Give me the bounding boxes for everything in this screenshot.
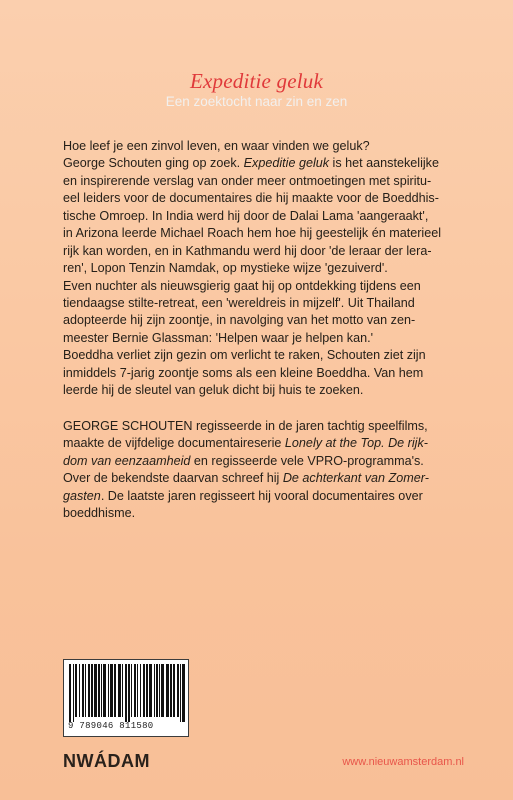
barcode-bar bbox=[159, 664, 160, 717]
barcode-bar bbox=[125, 664, 127, 722]
barcode-bar bbox=[69, 664, 71, 722]
barcode-bar bbox=[166, 664, 169, 717]
barcode-bar bbox=[82, 664, 84, 717]
blurb-line: Boeddha verliet zijn gezin om verlicht te raken, Schouten ziet zijn bbox=[63, 348, 426, 363]
author-bio-paragraph bbox=[63, 418, 463, 523]
barcode-bar bbox=[110, 664, 113, 717]
blurb-line: meester Bernie Glassman: 'Helpen waar je helpen kan.' bbox=[63, 330, 374, 345]
blurb-line: tische Omroep. In India werd hij door de Dalai Lama 'aangeraakt', bbox=[63, 208, 429, 223]
barcode-bar bbox=[88, 664, 90, 717]
barcode-bar bbox=[101, 664, 102, 717]
barcode-bar bbox=[131, 664, 132, 717]
barcode-bar bbox=[156, 664, 158, 717]
barcode-bar bbox=[79, 664, 80, 717]
blurb-line: in Arizona leerde Michael Roach hem hoe hij geestelijk én materieel bbox=[63, 226, 442, 241]
barcode-bar bbox=[134, 664, 136, 717]
book-title: Expeditie geluk bbox=[189, 69, 324, 93]
blurb-line: rijk kan worden, en in Kathmandu werd hij door 'de leraar der lera- bbox=[63, 243, 432, 258]
barcode-bar bbox=[122, 664, 123, 717]
barcode-bar bbox=[177, 664, 179, 717]
blurb-line: George Schouten ging op zoek. Expeditie geluk is het aanstekelijke bbox=[63, 156, 439, 171]
barcode-bar bbox=[182, 664, 185, 722]
barcode-bar bbox=[73, 664, 74, 722]
blurb-line: ren', Lopon Tenzin Namdak, op mystieke wijze 'gezuiverd'. bbox=[63, 261, 388, 276]
barcode-bar bbox=[114, 664, 116, 717]
book-subtitle: Een zoektocht naar zin en zen bbox=[165, 94, 348, 109]
barcode-bar bbox=[146, 664, 148, 717]
barcode-bar bbox=[94, 664, 97, 717]
barcode-bar bbox=[128, 664, 130, 722]
blurb-line: leerde hij de sleutel van geluk dicht bij huis te zoeken. bbox=[63, 383, 364, 398]
publisher-logo: NWÁDAM bbox=[63, 751, 150, 771]
blurb-line: adopteerde hij zijn zoontje, in navolging van het motto van zen- bbox=[63, 313, 416, 328]
blurb-line: Even nuchter als nieuwsgierig gaat hij op ontdekking tijdens een bbox=[63, 278, 421, 293]
barcode-bar bbox=[173, 664, 175, 717]
barcode-bar bbox=[91, 664, 93, 717]
barcode-bar bbox=[170, 664, 172, 717]
blurb-line: Hoe leef je een zinvol leven, en waar vinden we geluk? bbox=[63, 139, 370, 153]
blurb-line: eel leiders voor de documentaires die hij maakte voor de Boeddhis- bbox=[63, 191, 439, 206]
barcode-bar bbox=[118, 664, 121, 717]
barcode-bar bbox=[149, 664, 152, 717]
barcode-bar bbox=[180, 664, 181, 722]
blurb-paragraph bbox=[63, 138, 463, 400]
blurb-line: en inspirerende verslag van onder meer ontmoetingen met spiritu- bbox=[63, 173, 432, 188]
barcode-bar bbox=[108, 664, 109, 717]
barcode-bar bbox=[98, 664, 100, 717]
barcode-bar bbox=[154, 664, 155, 717]
barcode-bar bbox=[137, 664, 138, 717]
barcode-bar bbox=[75, 664, 77, 717]
author-bio-line: gasten. De laatste jaren regisseert hij vooral documentaires over bbox=[63, 488, 423, 503]
author-bio-line: GEORGE SCHOUTEN regisseerde in de jaren tachtig speelfilms, bbox=[63, 419, 428, 433]
barcode-bar bbox=[140, 664, 141, 717]
barcode-bar bbox=[85, 664, 86, 717]
author-bio-line: boeddhisme. bbox=[63, 506, 136, 521]
barcode-bars bbox=[69, 664, 185, 722]
author-bio-line: maakte de vijfdelige documentaireserie Lonely at the Top. De rijk- bbox=[63, 436, 428, 451]
barcode-bar bbox=[161, 664, 164, 717]
blurb-line: tiendaagse stilte-retreat, een 'wereldreis in mijzelf'. Uit Thailand bbox=[63, 295, 415, 310]
isbn-number: 9 789046 811580 bbox=[68, 721, 154, 731]
barcode-box bbox=[63, 659, 189, 737]
author-bio-line: Over de bekendste daarvan schreef hij De achterkant van Zomer- bbox=[63, 471, 429, 486]
blurb-line: inmiddels 7-jarig zoontje soms als een kleine Boeddha. Van hem bbox=[63, 365, 424, 380]
barcode-bar bbox=[143, 664, 145, 717]
barcode-bar bbox=[103, 664, 106, 717]
publisher-website: www.nieuwamsterdam.nl bbox=[342, 756, 464, 768]
author-bio-line: dom van eenzaamheid en regisseerde vele VPRO-programma's. bbox=[63, 453, 424, 468]
